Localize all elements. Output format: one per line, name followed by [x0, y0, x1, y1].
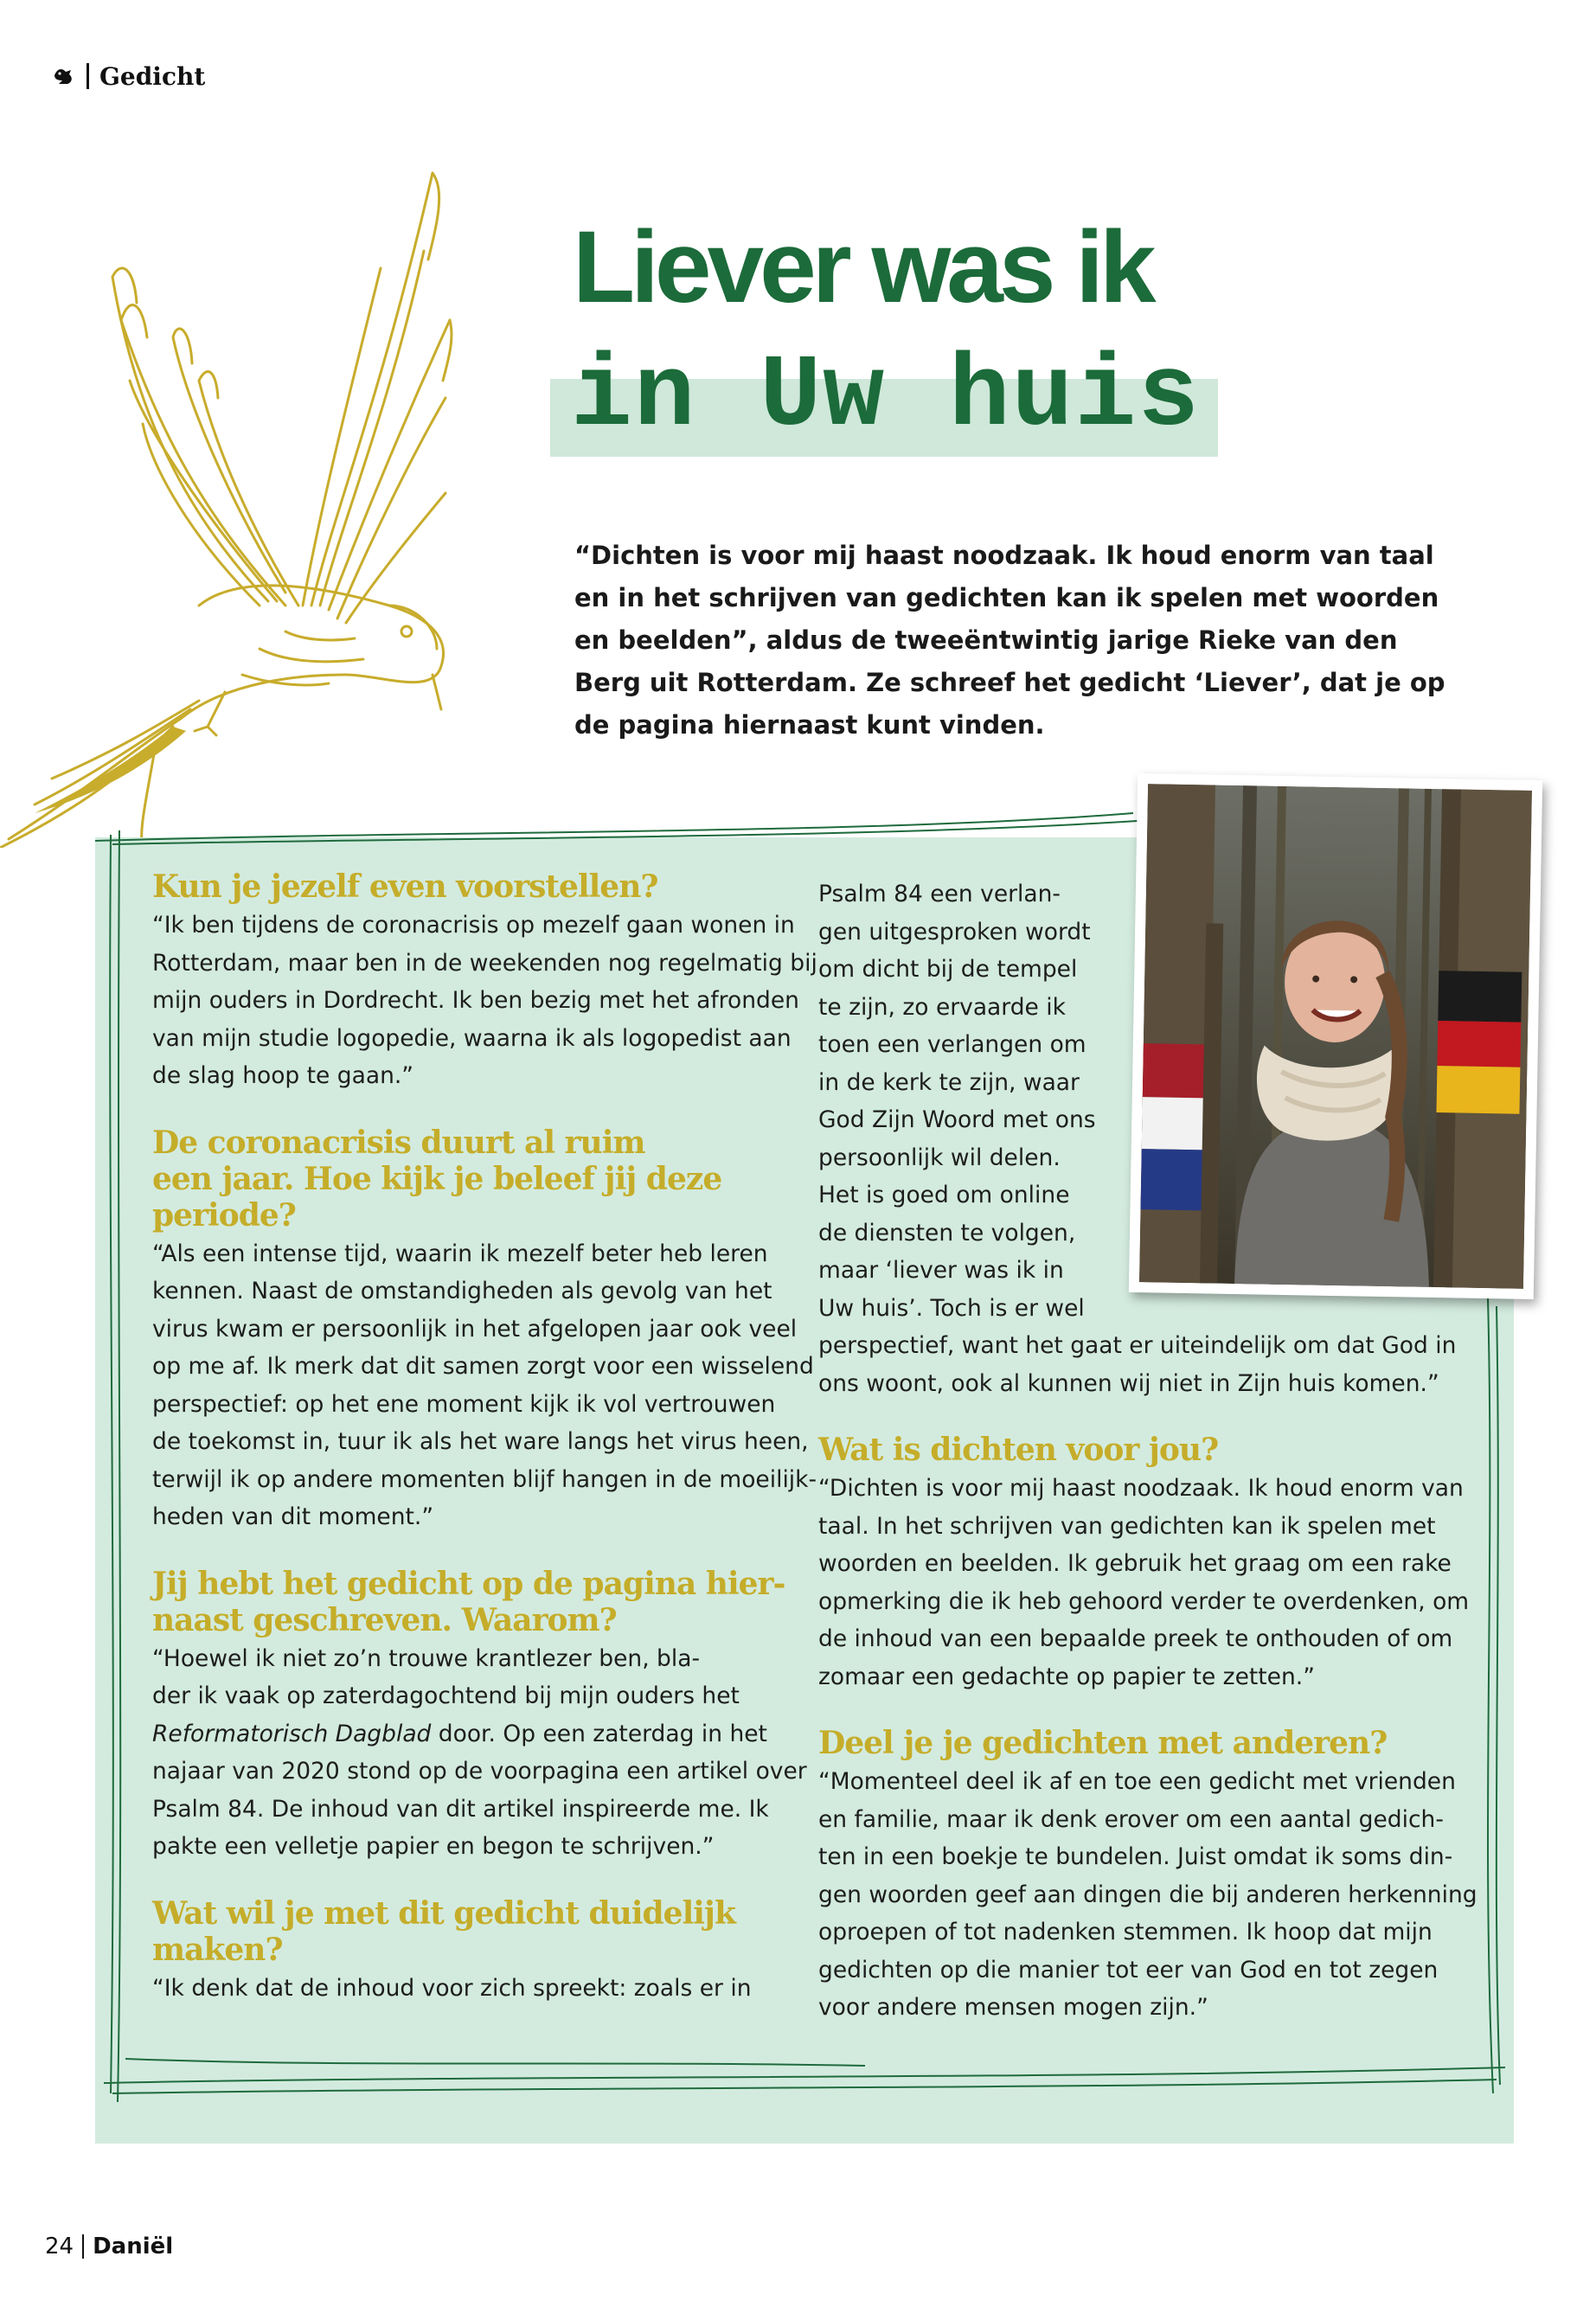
answer-line: gedichten op die manier tot eer van God en tot zegen	[818, 1956, 1439, 1984]
question-line: Wat is dichten voor jou?	[818, 1432, 1219, 1468]
answer-line: woorden en beelden. Ik gebruik het graag om een rake	[818, 1550, 1452, 1577]
answer-line: opmerking die ik heb gehoord verder te overdenken, om	[818, 1587, 1470, 1615]
answer-text	[152, 1640, 810, 1866]
portrait-image	[1139, 784, 1532, 1289]
answer-line: ten in een boekje te bundelen. Juist omdat ik soms din-	[818, 1843, 1453, 1870]
answer-line: Rotterdam, maar ben in de weekenden nog regelmatig bij	[152, 949, 817, 977]
answer-line: “Als een intense tijd, waarin ik mezelf beter heb leren	[152, 1240, 768, 1267]
answer-line: God Zijn Woord met ons	[818, 1106, 1096, 1133]
answer-line: der ik vaak op zaterdagochtend bij mijn ouders het	[152, 1682, 740, 1709]
answer-line: de diensten te volgen,	[818, 1219, 1076, 1247]
question-heading	[818, 1432, 1502, 1468]
intro-line: en beelden”, aldus de tweeëntwintig jarige Rieke van den	[574, 625, 1398, 655]
answer-line: in de kerk te zijn, waar	[818, 1068, 1080, 1096]
divider	[82, 2234, 84, 2259]
answer-line: najaar van 2020 stond op de voorpagina een artikel over	[152, 1758, 807, 1785]
answer-text	[152, 907, 817, 1095]
answer-line: persoonlijk wil delen.	[818, 1144, 1061, 1171]
question-line: Wat wil je met dit gedicht duidelijk	[152, 1894, 735, 1932]
section-tag	[52, 59, 205, 93]
intro-line: “Dichten is voor mij haast noodzaak. Ik houd enorm van taal	[574, 541, 1434, 570]
question-line: een jaar. Hoe kijk je beleef jij deze	[152, 1160, 722, 1197]
answer-line: toen een verlangen om	[818, 1031, 1086, 1058]
magazine-name: Daniël	[93, 2234, 174, 2259]
answer-line: Psalm 84. De inhoud van dit artikel inspireerde me. Ik	[152, 1795, 769, 1823]
answer-line: van mijn studie logopedie, waarna ik als logopedist aan	[152, 1024, 792, 1052]
answer-line: Het is goed om online	[818, 1182, 1070, 1208]
page-footer	[45, 2234, 173, 2259]
question-heading	[818, 1725, 1502, 1761]
answer-line: perspectief: op het ene moment kijk ik vol vertrouwen	[152, 1390, 776, 1418]
newspaper-name: Reformatorisch Dagblad	[152, 1720, 432, 1747]
answer-line: te zijn, zo ervaarde ik	[818, 993, 1066, 1021]
answer-text	[152, 1970, 810, 2008]
answer-line: en familie, maar ik denk erover om een aantal gedich-	[818, 1805, 1444, 1833]
answer-line: op me af. Ik merk dat dit samen zorgt voor een wisselend	[152, 1353, 814, 1380]
article-subtitle: in Uw huis	[571, 340, 1202, 455]
question-line: naast geschreven. Waarom?	[152, 1601, 617, 1638]
section-label: Gedicht	[99, 61, 206, 91]
answer-line: voor andere mensen mogen zijn.”	[818, 1994, 1208, 2021]
answer-line: taal. In het schrijven van gedichten kan ik spelen met	[818, 1512, 1436, 1540]
answer-line: “Hoewel ik niet zo’n trouwe krantlezer ben, bla-	[152, 1644, 701, 1672]
answer-line: virus kwam er persoonlijk in het afgelopen jaar ook veel	[152, 1315, 798, 1343]
answer-text	[818, 1763, 1502, 2027]
question-heading	[152, 1125, 810, 1234]
page-number: 24	[45, 2234, 74, 2259]
answer-line: de slag hoop te gaan.”	[152, 1062, 414, 1089]
answer-line: terwijl ik op andere momenten blijf hangen in de moeilijk-	[152, 1465, 817, 1493]
answer-line: “Ik denk dat de inhoud voor zich spreekt: zoals er in	[152, 1974, 752, 2002]
answer-line: Uw huis’. Toch is er wel	[818, 1294, 1085, 1322]
answer-line: “Momenteel deel ik af en toe een gedicht met vrienden	[818, 1768, 1456, 1795]
answer-line: oproepen of tot nadenken stemmen. Ik hoop dat mijn	[818, 1919, 1433, 1945]
answer-text	[818, 1327, 1502, 1402]
answer-line: kennen. Naast de omstandigheden als gevolg van het	[152, 1278, 772, 1304]
right-column-narrow	[818, 875, 1130, 1327]
right-column-wide	[818, 1327, 1502, 2027]
portrait-photo	[1129, 773, 1542, 1299]
answer-line: “Ik ben tijdens de coronacrisis op mezelf gaan wonen in	[152, 912, 795, 939]
question-line: Kun je jezelf even voorstellen?	[152, 868, 658, 905]
answer-line: de inhoud van een bepaalde preek te onthouden of om	[818, 1625, 1453, 1652]
bird-icon	[52, 65, 76, 87]
answer-line: mijn ouders in Dordrecht. Ik ben bezig met het afronden	[152, 987, 799, 1014]
article-title: Liever was ik	[573, 210, 1152, 324]
answer-line: zomaar een gedachte op papier te zetten.”	[818, 1663, 1315, 1690]
answer-text	[152, 1235, 817, 1536]
intro-line: en in het schrijven van gedichten kan ik spelen met woorden	[574, 583, 1439, 612]
question-line: De coronacrisis duurt al ruim	[152, 1124, 645, 1161]
answer-line: Psalm 84 een verlan-	[818, 881, 1061, 907]
question-line: Jij hebt het gedicht op de pagina hier-	[152, 1565, 785, 1602]
intro-line: Berg uit Rotterdam. Ze schreef het gedicht ‘Liever’, dat je op	[574, 668, 1445, 697]
answer-line: ons woont, ook al kunnen wij niet in Zijn huis komen.”	[818, 1369, 1439, 1397]
question-line: maken?	[152, 1931, 283, 1968]
answer-line	[152, 1715, 810, 1753]
question-line: periode?	[152, 1196, 296, 1234]
answer-line: maar ‘liever was ik in	[818, 1257, 1064, 1284]
dove-illustration	[0, 121, 484, 848]
answer-line: de toekomst in, tuur ik als het ware langs het virus heen,	[152, 1428, 809, 1455]
question-heading	[152, 1566, 810, 1638]
answer-line-rest: door. Op een zaterdag in het	[431, 1720, 767, 1747]
answer-line: gen uitgesproken wordt	[818, 918, 1091, 945]
answer-line: pakte een velletje papier en begon te schrijven.”	[152, 1833, 715, 1860]
answer-line: gen woorden geef aan dingen die bij anderen herkenning	[818, 1881, 1477, 1908]
answer-line: perspectief, want het gaat er uiteindelijk om dat God in	[818, 1332, 1457, 1359]
intro-paragraph	[574, 535, 1445, 747]
left-column	[152, 868, 817, 2007]
intro-line: de pagina hiernaast kunt vinden.	[574, 710, 1045, 740]
question-heading	[152, 868, 810, 905]
answer-line: om dicht bij de tempel	[818, 956, 1078, 983]
answer-line: “Dichten is voor mij haast noodzaak. Ik houd enorm van	[818, 1475, 1464, 1502]
answer-text	[818, 1470, 1502, 1695]
answer-line: heden van dit moment.”	[152, 1503, 434, 1530]
question-heading	[152, 1895, 810, 1968]
answer-text	[818, 875, 1130, 1327]
question-line: Deel je je gedichten met anderen?	[818, 1725, 1388, 1761]
divider	[87, 63, 89, 89]
